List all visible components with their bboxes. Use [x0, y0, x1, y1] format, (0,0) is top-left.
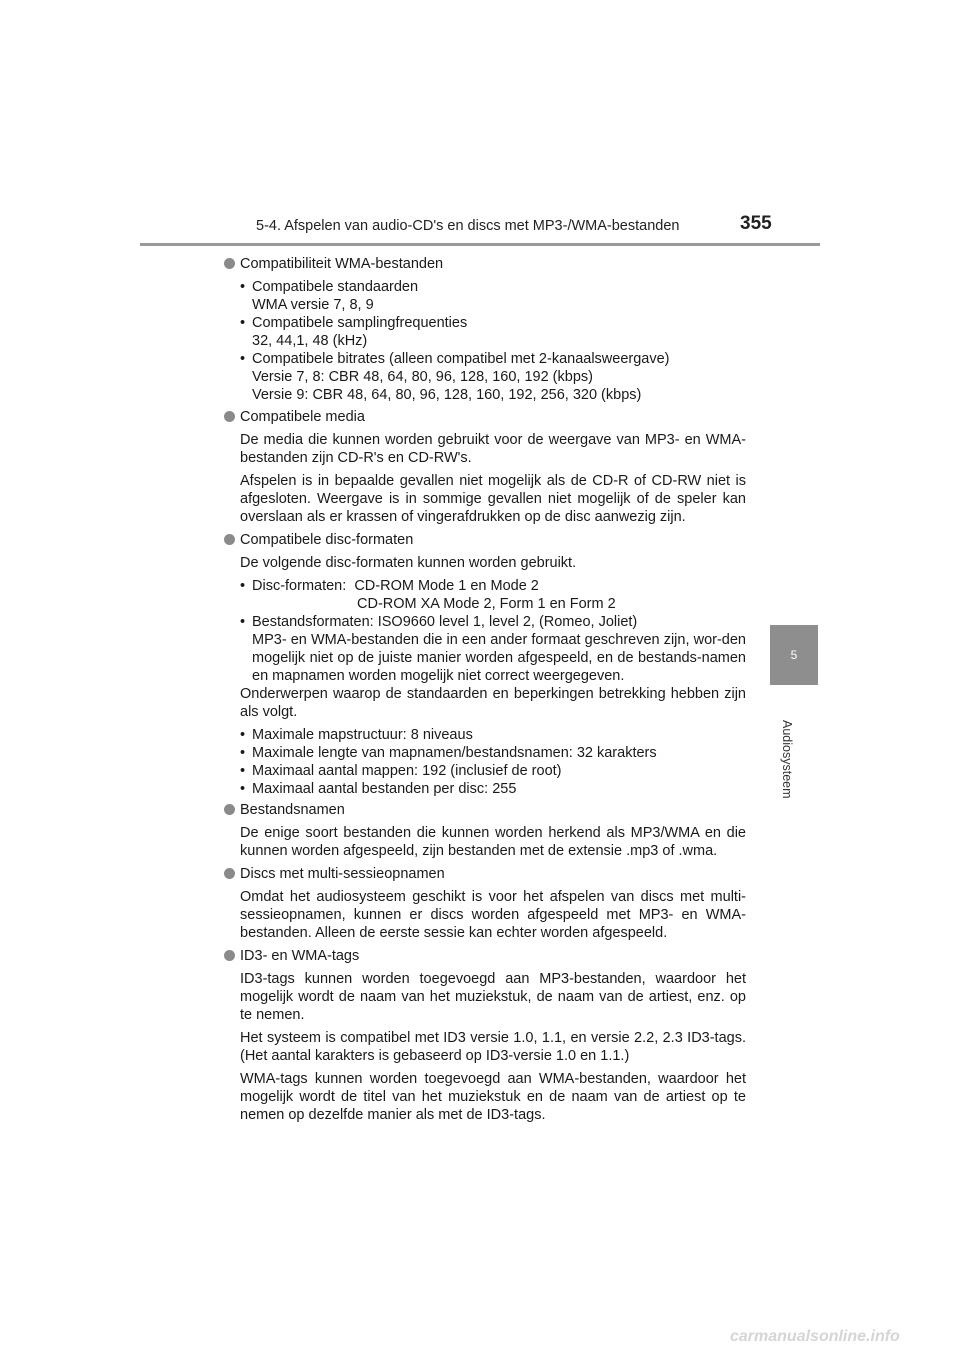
list-item-detail: Versie 7, 8: CBR 48, 64, 80, 96, 128, 160, 192 (kbps) [252, 369, 593, 385]
list-item [240, 726, 746, 744]
list-item-detail: WMA versie 7, 8, 9 [252, 297, 374, 313]
list-item-detail: 32, 44,1, 48 (kHz) [252, 333, 368, 349]
chapter-label: Audiosysteem [780, 720, 794, 799]
list-item [240, 577, 746, 595]
list-item [240, 613, 746, 631]
section-bullet-icon [224, 868, 235, 879]
section-multi-session [222, 865, 746, 942]
section-title: ID3- en WMA-tags [240, 948, 360, 964]
paragraph: Het systeem is compatibel met ID3 versie 1.0, 1.1, en versie 2.2, 2.3 ID3-tags. (Het aantal karakters is gebaseerd op ID3-versie 1.0 en 1.1.) [240, 1030, 746, 1064]
bullet-icon: • [240, 745, 246, 761]
section-title: Bestandsnamen [240, 802, 345, 818]
section-compatible-media [222, 408, 746, 526]
paragraph: De volgende disc-formaten kunnen worden gebruikt. [240, 555, 577, 571]
bullet-icon: • [240, 279, 246, 295]
section-file-names [222, 801, 746, 860]
section-id3-wma-tags [222, 947, 746, 1124]
bullet-icon: • [240, 763, 246, 779]
list-item-detail: MP3- en WMA-bestanden die in een ander formaat geschreven zijn, wor-den mogelijk niet op de juiste manier worden afgespeeld, en de bestands-namen en mapnamen worden mogelijk niet correct weergegeven. [252, 632, 746, 684]
list-item-text: Maximaal aantal bestanden per disc: 255 [252, 781, 517, 797]
list-item [240, 350, 746, 368]
bullet-icon: • [240, 351, 246, 367]
paragraph: De enige soort bestanden die kunnen worden herkend als MP3/WMA en die kunnen worden afgespeeld, zijn bestanden met de extensie .mp3 of .wma. [240, 825, 746, 859]
page-number: 355 [740, 213, 772, 234]
paragraph: Afspelen is in bepaalde gevallen niet mogelijk als de CD-R of CD-RW niet is afgesloten. Weergave is in sommige gevallen niet mogelijk of de speler kan overslaan als er krassen of vingerafdrukken op de disc aanwezig zijn. [240, 473, 746, 525]
bullet-icon: • [240, 614, 246, 630]
paragraph: WMA-tags kunnen worden toegevoegd aan WMA-bestanden, waardoor het mogelijk wordt de titel van het muziekstuk en de naam van de artiest op te nemen op dezelfde manier als met de ID3-tags. [240, 1071, 746, 1123]
paragraph: Onderwerpen waarop de standaarden en beperkingen betrekking hebben zijn als volgt. [240, 686, 746, 720]
list-item [240, 780, 746, 798]
section-title: Discs met multi-sessieopnamen [240, 866, 445, 882]
bullet-icon: • [240, 315, 246, 331]
list-item [240, 278, 746, 296]
bullet-icon: • [240, 727, 246, 743]
section-bullet-icon [224, 411, 235, 422]
paragraph: Omdat het audiosysteem geschikt is voor het afspelen van discs met multi-sessieopnamen, kunnen er discs worden afgespeeld met MP3- en WMA-bestanden. Alleen de eerste sessie kan echter worden afgespeeld. [240, 889, 746, 941]
section-disc-formats [222, 531, 746, 798]
list-item-detail: Versie 9: CBR 48, 64, 80, 96, 128, 160, 192, 256, 320 (kbps) [252, 387, 642, 403]
header-divider [140, 243, 820, 246]
section-bullet-icon [224, 534, 235, 545]
list-item-text: Maximaal aantal mappen: 192 (inclusief de root) [252, 763, 562, 779]
list-item-text: Disc-formaten: CD-ROM Mode 1 en Mode 2 [252, 578, 539, 594]
list-item-text: Maximale mapstructuur: 8 niveaus [252, 727, 473, 743]
bullet-icon: • [240, 578, 246, 594]
list-item [240, 314, 746, 332]
list-item-text: Compatibele samplingfrequenties [252, 315, 468, 331]
bullet-icon: • [240, 781, 246, 797]
list-item [240, 762, 746, 780]
list-item-text: Compatibele bitrates (alleen compatibel met 2-kanaalsweergave) [252, 351, 670, 367]
section-bullet-icon [224, 804, 235, 815]
section-title: Compatibele media [240, 409, 365, 425]
chapter-number: 5 [790, 648, 798, 662]
section-wma-compatibility [222, 255, 746, 404]
section-bullet-icon [224, 950, 235, 961]
list-item [240, 744, 746, 762]
section-title: Compatibiliteit WMA-bestanden [240, 256, 444, 272]
chapter-tab [770, 625, 818, 685]
page-content [222, 255, 746, 1129]
list-item-detail: CD-ROM XA Mode 2, Form 1 en Form 2 [357, 596, 616, 612]
running-header: 5-4. Afspelen van audio-CD's en discs met MP3-/WMA-bestanden [256, 218, 680, 234]
list-item-text: Bestandsformaten: ISO9660 level 1, level 2, (Romeo, Joliet) [252, 614, 638, 630]
list-item-text: Compatibele standaarden [252, 279, 419, 295]
section-bullet-icon [224, 258, 235, 269]
watermark: carmanualsonline.info [730, 1328, 900, 1345]
list-item-text: Maximale lengte van mapnamen/bestandsnamen: 32 karakters [252, 745, 657, 761]
section-title: Compatibele disc-formaten [240, 532, 414, 548]
paragraph: De media die kunnen worden gebruikt voor de weergave van MP3- en WMA-bestanden zijn CD-R's en CD-RW's. [240, 432, 746, 466]
paragraph: ID3-tags kunnen worden toegevoegd aan MP3-bestanden, waardoor het mogelijk wordt de naam van het muziekstuk, de naam van de artiest, enz. op te nemen. [240, 971, 746, 1023]
